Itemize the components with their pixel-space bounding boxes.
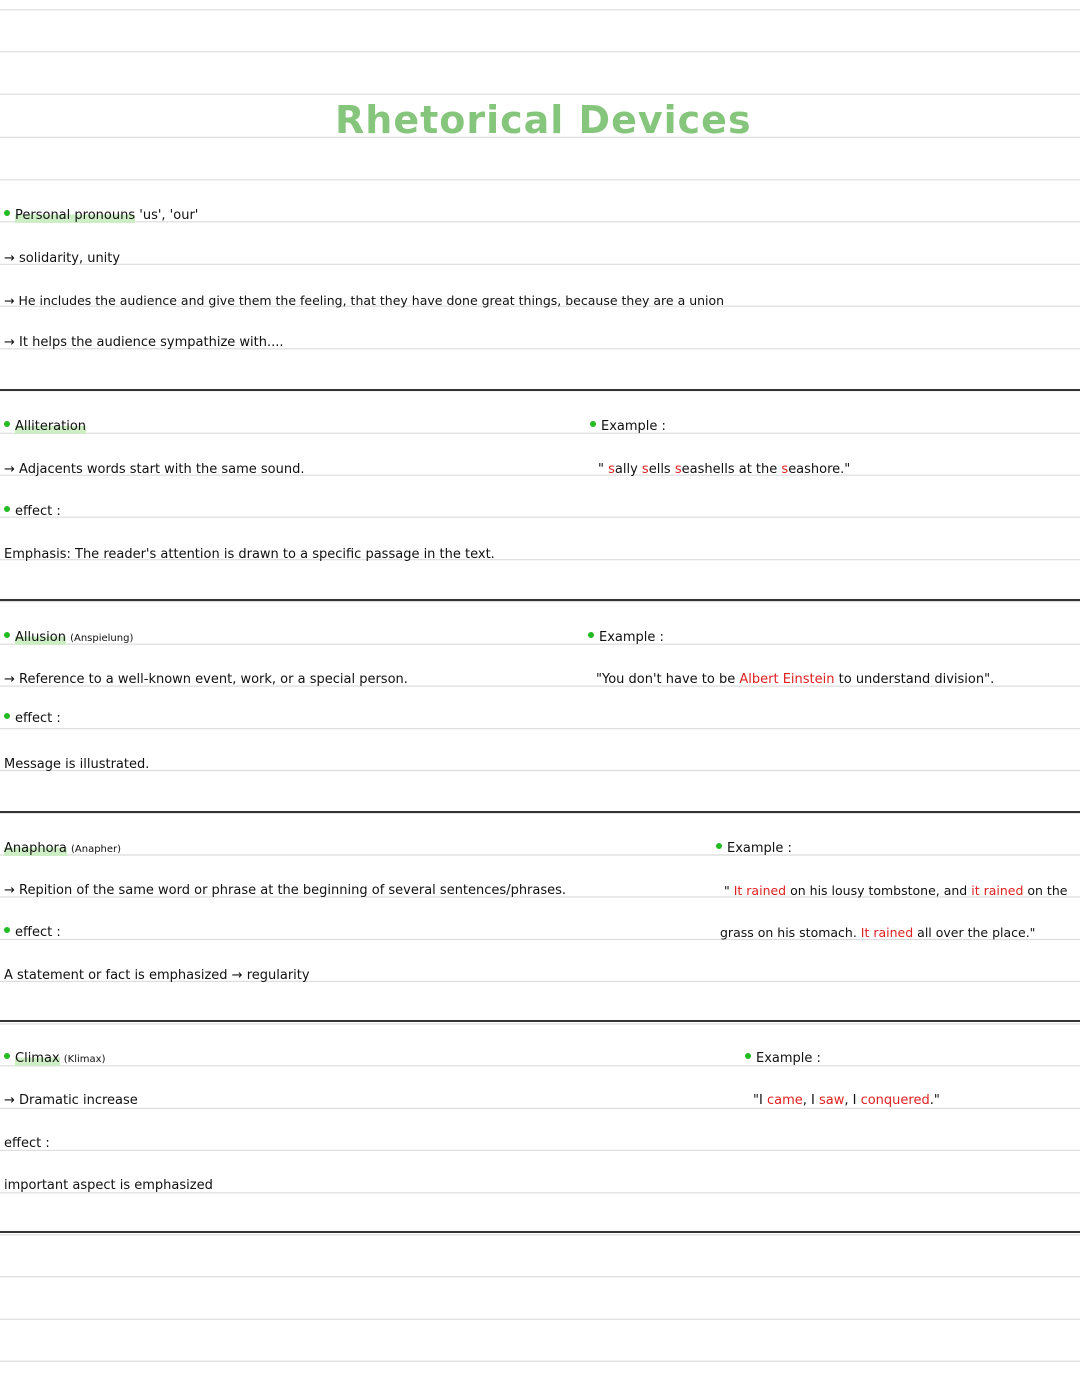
example-segment: on the: [1023, 883, 1068, 898]
example-segment: , I: [802, 1093, 819, 1108]
heading-note: 'us', 'our': [139, 208, 199, 223]
heading-anaphora: [4, 841, 121, 858]
effect-label-text: effect :: [4, 1136, 50, 1151]
effect-label: [4, 1136, 50, 1152]
effect-label: [4, 925, 61, 941]
example-segment: s: [641, 462, 649, 477]
example-segment: It rained: [860, 925, 914, 940]
bullet-icon: [588, 632, 594, 638]
effect-text: Emphasis: The reader's attention is drawn to a specific passage in the text.: [4, 547, 495, 562]
example-text: [753, 1093, 940, 1109]
example-label-text: Example :: [727, 841, 792, 856]
bullet-icon: [4, 210, 10, 216]
example-segment: "You don't have to be: [596, 672, 740, 687]
bullet-icon: [590, 421, 596, 427]
bullet-icon: [4, 421, 10, 427]
example-label: [716, 841, 792, 857]
example-segment: on his lousy tombstone, and: [786, 883, 972, 898]
line: → He includes the audience and give them the feeling, that they have done great things, because they are a union: [4, 293, 725, 308]
example-segment: ": [598, 462, 609, 477]
example-segment: ": [724, 883, 734, 898]
example-segment: .": [929, 1093, 940, 1108]
effect-text: important aspect is emphasized: [4, 1178, 213, 1193]
heading-climax: [4, 1051, 105, 1068]
example-segment: eashells at the: [681, 462, 782, 477]
heading-alliteration: [4, 419, 86, 435]
line: → solidarity, unity: [4, 251, 121, 266]
example-segment: conquered: [860, 1093, 930, 1108]
heading-text: Anaphora: [4, 841, 67, 856]
example-segment: eashore.": [788, 462, 851, 477]
effect-label: [4, 504, 61, 520]
section-divider: [0, 1231, 1080, 1233]
example-segment: It rained: [733, 883, 787, 898]
example-segment: s: [781, 462, 789, 477]
heading-note: (Anspielung): [70, 633, 134, 644]
example-label: [745, 1051, 821, 1067]
bullet-icon: [4, 713, 10, 719]
example-segment: ells: [648, 462, 675, 477]
example-label-text: Example :: [756, 1051, 821, 1066]
bullet-icon: [4, 1053, 10, 1059]
bullet-icon: [4, 927, 10, 933]
example-segment: ally: [614, 462, 642, 477]
effect-label-text: effect :: [15, 925, 61, 940]
page-title: Rhetorical Devices: [335, 98, 752, 142]
effect-label: [4, 711, 61, 727]
example-label-text: Example :: [599, 630, 664, 645]
example-label: [588, 630, 664, 646]
heading-note: (Klimax): [63, 1054, 106, 1065]
example-segment: saw: [818, 1093, 845, 1108]
example-text-continued: [720, 925, 1035, 941]
heading-text: Alliteration: [15, 419, 87, 434]
section-divider: [0, 811, 1080, 813]
example-label-text: Example :: [601, 419, 666, 434]
heading-text: Allusion: [15, 630, 66, 645]
effect-label-text: effect :: [15, 711, 61, 726]
example-label: [590, 419, 666, 435]
example-text: [598, 462, 850, 478]
example-segment: Albert Einstein: [739, 672, 835, 687]
effect-label-text: effect :: [15, 504, 61, 519]
example-text: [596, 672, 994, 688]
example-segment: grass on his stomach.: [720, 925, 861, 940]
definition-line: → Reference to a well-known event, work, or a special person.: [4, 672, 408, 687]
section-divider: [0, 1020, 1080, 1022]
section-divider: [0, 389, 1080, 391]
example-segment: came: [766, 1093, 803, 1108]
example-segment: to understand division".: [834, 672, 995, 687]
example-segment: s: [608, 462, 615, 477]
bullet-icon: [716, 843, 722, 849]
bullet-icon: [4, 632, 10, 638]
example-segment: s: [674, 462, 682, 477]
bullet-icon: [745, 1053, 751, 1059]
heading-text: Climax: [15, 1051, 60, 1066]
bullet-icon: [4, 506, 10, 512]
section-divider: [0, 599, 1080, 601]
definition-line: → Dramatic increase: [4, 1093, 138, 1108]
heading-personal-pronouns: [4, 208, 198, 224]
example-segment: "I: [753, 1093, 767, 1108]
example-segment: it rained: [971, 883, 1024, 898]
effect-text: Message is illustrated.: [4, 757, 150, 772]
heading-note: (Anapher): [71, 844, 122, 855]
example-text: [724, 883, 1067, 899]
heading-text: Personal pronouns: [15, 208, 136, 223]
effect-text: A statement or fact is emphasized → regularity: [4, 968, 310, 983]
example-segment: all over the place.": [913, 925, 1036, 940]
line: → It helps the audience sympathize with....: [4, 335, 284, 350]
heading-allusion: [4, 630, 133, 647]
definition-line: → Adjacents words start with the same sound.: [4, 462, 305, 477]
definition-line: → Repition of the same word or phrase at the beginning of several sentences/phrases.: [4, 883, 567, 898]
example-segment: , I: [844, 1093, 861, 1108]
